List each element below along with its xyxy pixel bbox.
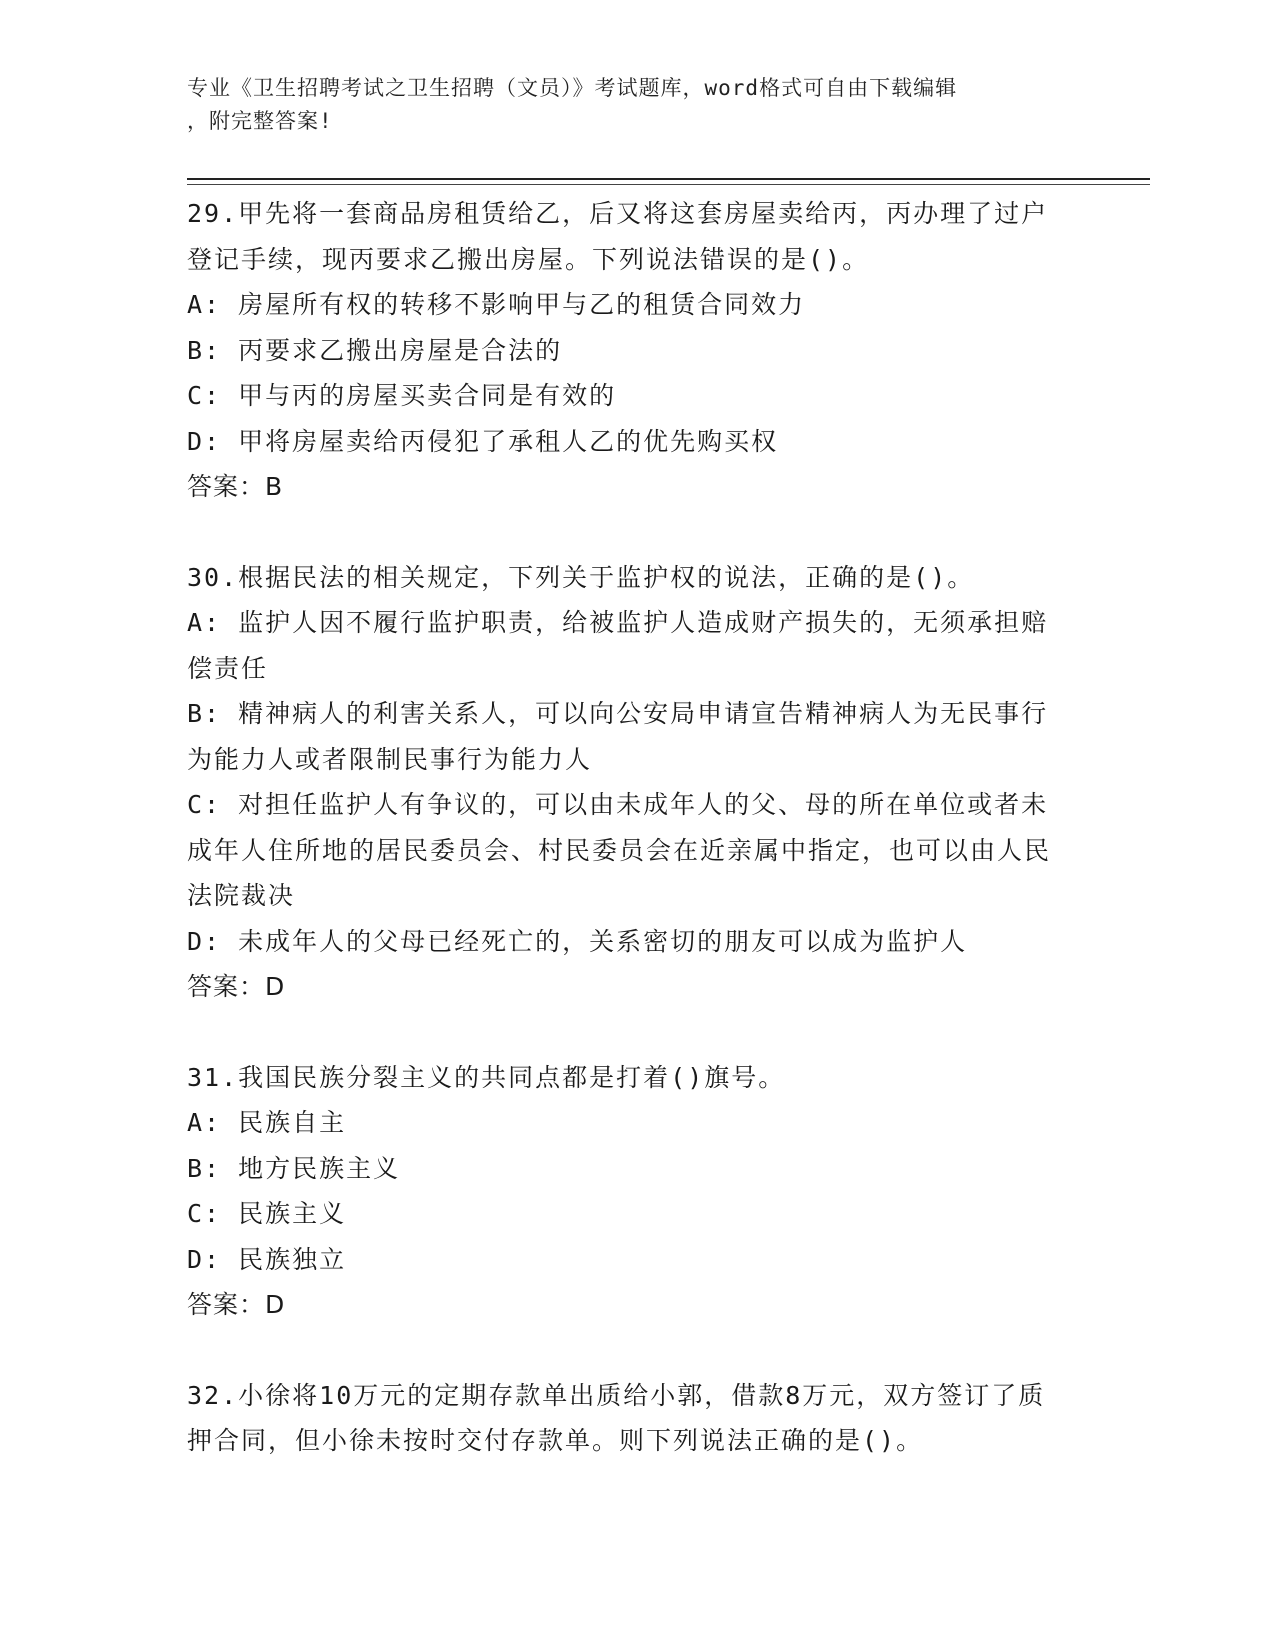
header-line-2: ，附完整答案! [187, 109, 333, 133]
answer-label: 答案：D [187, 1290, 286, 1319]
option-c: C: 甲与丙的房屋买卖合同是有效的 [187, 381, 617, 410]
spacer [187, 1328, 1067, 1373]
header-divider-thick [187, 178, 1150, 180]
option-d: D: 未成年人的父母已经死亡的，关系密切的朋友可以成为监护人 [187, 926, 968, 956]
option-a: A: 房屋所有权的转移不影响甲与乙的租赁合同效力 [187, 290, 806, 319]
option-c: C: 对担任监护人有争议的，可以由未成年人的父、母的所在单位或者未成年人住所地的居民委员会、村民委员会在近亲属中指定，也可以由人民法院裁决 [187, 790, 1052, 910]
option-b: B: 丙要求乙搬出房屋是合法的 [187, 335, 563, 365]
option-b: B: 精神病人的利害关系人，可以向公安局申请宣告精神病人为无民事行为能力人或者限制民事行为能力人 [187, 699, 1049, 774]
option-d: D: 甲将房屋卖给丙侵犯了承租人乙的优先购买权 [187, 426, 779, 456]
option-a: A: 监护人因不履行监护职责，给被监护人造成财产损失的，无须承担赔偿责任 [187, 608, 1049, 683]
question-31 [187, 1055, 1067, 1328]
spacer [187, 1010, 1067, 1055]
header-line-1: 专业《卫生招聘考试之卫生招聘（文员）》考试题库，word格式可自由下载编辑 [187, 76, 958, 100]
document-header [187, 72, 1087, 138]
question-32 [187, 1373, 1067, 1464]
question-stem: 29.甲先将一套商品房租赁给乙，后又将这套房屋卖给丙，丙办理了过户登记手续，现丙要求乙搬出房屋。下列说法错误的是()。 [187, 199, 1049, 274]
question-stem: 31.我国民族分裂主义的共同点都是打着()旗号。 [187, 1062, 786, 1092]
spacer [187, 510, 1067, 555]
question-list [187, 191, 1067, 1464]
question-30 [187, 555, 1067, 1010]
option-c: C: 民族主义 [187, 1199, 347, 1228]
option-b: B: 地方民族主义 [187, 1153, 401, 1183]
question-29 [187, 191, 1067, 510]
answer-label: 答案：B [187, 472, 284, 501]
answer-label: 答案：D [187, 972, 286, 1001]
header-divider-thin [187, 184, 1150, 185]
option-a: A: 民族自主 [187, 1108, 347, 1137]
option-d: D: 民族独立 [187, 1244, 347, 1274]
question-stem: 30.根据民法的相关规定，下列关于监护权的说法，正确的是()。 [187, 562, 975, 592]
question-stem: 32.小徐将10万元的定期存款单出质给小郭，借款8万元，双方签订了质押合同，但小徐未按时交付存款单。则下列说法正确的是()。 [187, 1380, 1046, 1455]
